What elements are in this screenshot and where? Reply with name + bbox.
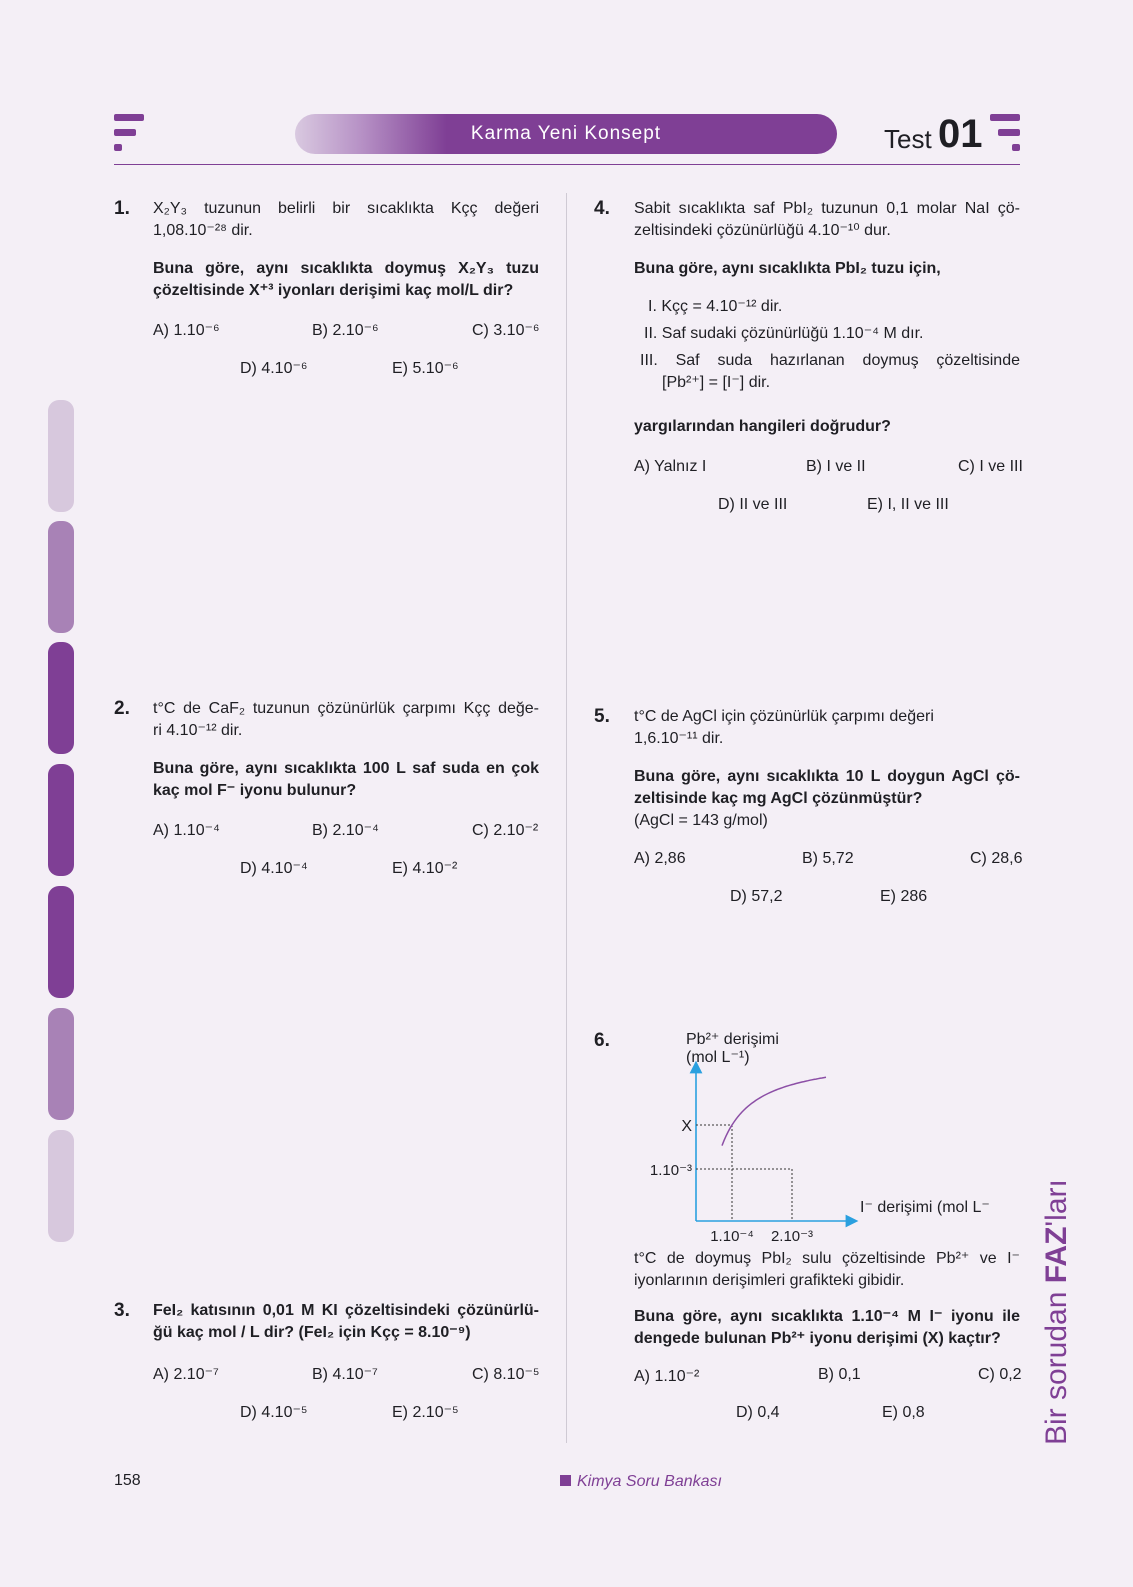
option-a[interactable]: A) 1.10⁻⁶ [153, 322, 220, 339]
question-number: 1. [114, 198, 130, 219]
question-prompt-end: yargılarından hangileri doğrudur? [634, 418, 891, 435]
option-c[interactable]: C) 28,6 [970, 850, 1023, 867]
concentration-graph [630, 1025, 1020, 1245]
side-tab-4[interactable] [48, 764, 74, 876]
brand-tagline: Bir sorudan FAZ'ları [1040, 1179, 1073, 1445]
column-divider [566, 193, 567, 1443]
question-number: 5. [594, 706, 610, 727]
option-e[interactable]: E) 5.10⁻⁶ [392, 360, 459, 377]
statement-3: III. Saf suda hazırlanan doymuş çözeltisinde [640, 352, 1020, 369]
book-title: Kimya Soru Bankası [560, 1473, 722, 1491]
question-prompt: Buna göre, aynı sıcaklıkta PbI₂ tuzu için, [634, 260, 941, 277]
solubility-curve [722, 1077, 826, 1145]
option-b[interactable]: B) 2.10⁻⁴ [312, 822, 379, 839]
option-d[interactable]: D) 4.10⁻⁵ [240, 1404, 308, 1421]
statement-2: II. Saf sudaki çözünürlüğü 1.10⁻⁴ M dır. [644, 325, 924, 342]
question-prompt: Buna göre, aynı sıcaklıkta 10 L doygun AgCl çö- zeltisinde kaç mg AgCl çözünmüştür? [634, 768, 1020, 807]
option-c[interactable]: C) I ve III [958, 458, 1023, 475]
statement-1: I. Kçç = 4.10⁻¹² dir. [648, 298, 783, 315]
option-e[interactable]: E) I, II ve III [867, 496, 949, 513]
guide-lines [696, 1125, 792, 1221]
question-number: 3. [114, 1300, 130, 1321]
y-axis-unit: (mol L⁻¹) [686, 1049, 750, 1066]
question-text: Sabit sıcaklıkta saf PbI₂ tuzunun 0,1 molar NaI çö- zeltisindeki çözünürlüğü 4.10⁻¹⁰ dur. [634, 200, 1020, 239]
option-c[interactable]: C) 3.10⁻⁶ [472, 322, 540, 339]
option-b[interactable]: B) 5,72 [802, 850, 854, 867]
test-label: Test [884, 124, 932, 154]
option-a[interactable]: A) Yalnız I [634, 458, 707, 475]
option-c[interactable]: C) 8.10⁻⁵ [472, 1366, 540, 1383]
side-tab-2[interactable] [48, 521, 74, 633]
option-e[interactable]: E) 2.10⁻⁵ [392, 1404, 459, 1421]
header-divider [114, 164, 1020, 165]
molar-mass-note: (AgCl = 143 g/mol) [634, 812, 768, 829]
y-tick-x: X [681, 1118, 692, 1135]
x-axis-label: I⁻ derişimi (mol L⁻ [860, 1199, 990, 1216]
question-prompt: Buna göre, aynı sıcaklıkta doymuş X₂Y₃ tuzu çözeltisinde X⁺³ iyonları derişimi kaç mol/L dir? [153, 260, 539, 299]
side-tab-5[interactable] [48, 886, 74, 998]
question-text: t°C de CaF₂ tuzunun çözünürlük çarpımı Kçç değe- ri 4.10⁻¹² dir. [153, 700, 539, 739]
option-a[interactable]: A) 2,86 [634, 850, 686, 867]
option-e[interactable]: E) 4.10⁻² [392, 860, 458, 877]
option-d[interactable]: D) II ve III [718, 496, 788, 513]
y-tick-1e-3: 1.10⁻³ [649, 1162, 692, 1179]
option-d[interactable]: D) 57,2 [730, 888, 783, 905]
option-b[interactable]: B) 4.10⁻⁷ [312, 1366, 378, 1383]
side-tab-1[interactable] [48, 400, 74, 512]
x-tick-2e-3: 2.10⁻³ [770, 1228, 814, 1245]
option-a[interactable]: A) 1.10⁻² [634, 1368, 700, 1385]
option-b[interactable]: B) 2.10⁻⁶ [312, 322, 379, 339]
option-b[interactable]: B) 0,1 [818, 1366, 861, 1383]
side-tab-6[interactable] [48, 1008, 74, 1120]
option-c[interactable]: C) 2.10⁻² [472, 822, 539, 839]
section-title: Karma Yeni Konsept [295, 114, 837, 154]
option-e[interactable]: E) 286 [880, 888, 928, 905]
option-d[interactable]: D) 0,4 [736, 1404, 780, 1421]
question-prompt: FeI₂ katısının 0,01 M KI çözeltisindeki çözünürlü- ğü kaç mol / L dir? (FeI₂ için Kçç = 8.10⁻⁹) [153, 1302, 539, 1341]
statement-3-cont: [Pb²⁺] = [I⁻] dir. [662, 374, 771, 391]
question-prompt: Buna göre, aynı sıcaklıkta 100 L saf suda en çok kaç mol F⁻ iyonu bulunur? [153, 760, 539, 799]
question-prompt: Buna göre, aynı sıcaklıkta 1.10⁻⁴ M I⁻ iyonu ile dengede bulunan Pb²⁺ iyonu derişimi (X) kaçtır? [634, 1308, 1020, 1347]
question-number: 6. [594, 1030, 610, 1051]
test-number: 01 [938, 112, 983, 156]
option-a[interactable]: A) 2.10⁻⁷ [153, 1366, 219, 1383]
option-a[interactable]: A) 1.10⁻⁴ [153, 822, 220, 839]
side-tab-7[interactable] [48, 1130, 74, 1242]
option-d[interactable]: D) 4.10⁻⁶ [240, 360, 308, 377]
side-tab-3[interactable] [48, 642, 74, 754]
question-number: 2. [114, 698, 130, 719]
option-e[interactable]: E) 0,8 [882, 1404, 925, 1421]
square-bullet-icon [560, 1475, 571, 1486]
question-text: t°C de doymuş PbI₂ sulu çözeltisinde Pb²⁺ ve I⁻ iyonlarının derişimleri grafikteki gibidir. [634, 1250, 1020, 1289]
page-number: 158 [114, 1472, 141, 1489]
question-text: t°C de AgCl için çözünürlük çarpımı değeri 1,6.10⁻¹¹ dir. [634, 708, 934, 747]
option-c[interactable]: C) 0,2 [978, 1366, 1022, 1383]
option-d[interactable]: D) 4.10⁻⁴ [240, 860, 308, 877]
question-text: X₂Y₃ tuzunun belirli bir sıcaklıkta Kçç değeri 1,08.10⁻²⁸ dir. [153, 200, 539, 239]
x-tick-1e-4: 1.10⁻⁴ [710, 1228, 754, 1245]
y-axis-label: Pb²⁺ derişimi [686, 1031, 779, 1048]
option-b[interactable]: B) I ve II [806, 458, 866, 475]
question-number: 4. [594, 198, 610, 219]
